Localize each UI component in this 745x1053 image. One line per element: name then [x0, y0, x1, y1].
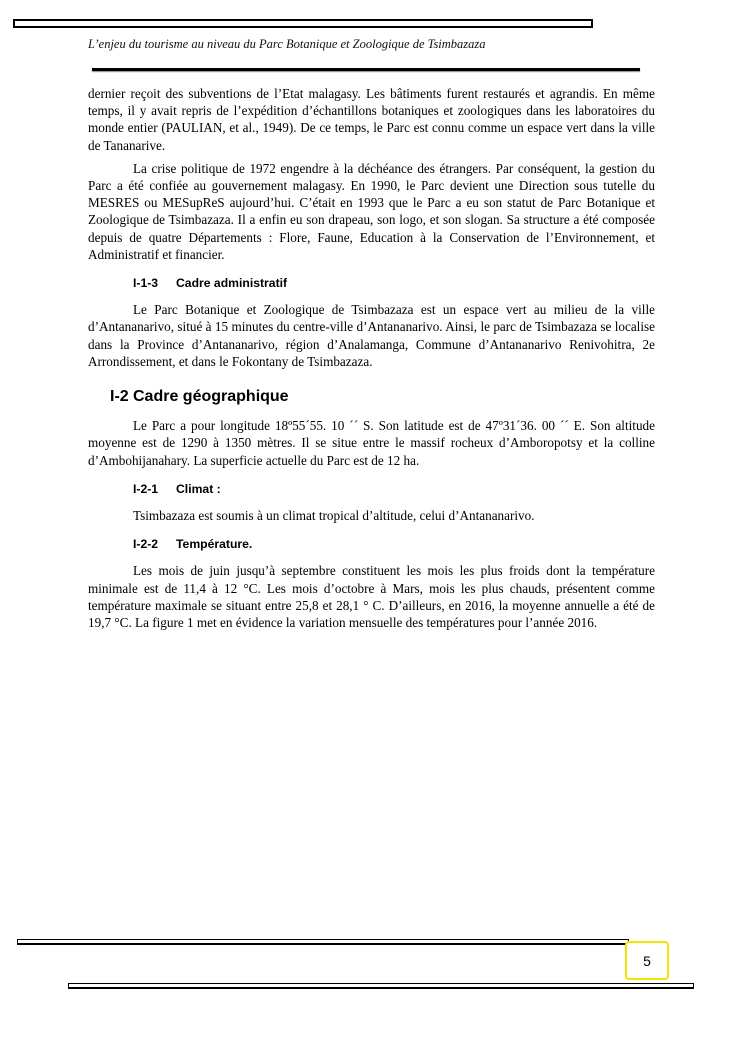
heading-text: Cadre administratif	[176, 276, 288, 291]
footer-rule-upper	[17, 939, 629, 944]
heading-text: Cadre géographique	[133, 388, 289, 406]
heading-number: I-2-1	[133, 481, 159, 496]
header-frame-top	[13, 19, 593, 28]
page-body	[88, 85, 655, 637]
paragraph-history-end: dernier reçoit des subventions de l’Etat malagasy. Les bâtiments furent restaurés et agrandis. En même temps, il y avait repris de l’expédition d’échantillons botaniques et zoologiques dans les laboratoires du monde entier (PAULIAN, et al., 1949). De ce temps, le Parc est connu comme un espace vert dans la ville de Tananarive.	[88, 86, 655, 153]
running-header: L’enjeu du tourisme au niveau du Parc Botanique et Zoologique de Tsimbazaza	[88, 37, 486, 51]
heading-temperature	[133, 536, 655, 553]
paragraph-admin-location: Le Parc Botanique et Zoologique de Tsimbazaza est un espace vert au milieu de la ville d’Antananarivo, situé à 15 minutes du centre-ville d’Antananarivo. Ainsi, le parc de Tsimbazaza se localise dans la Province d’Antananarivo, région d’Analamanga, Commune d’Antananarivo Renivohitra, 2e Arrondissement, et dans le Fokontany de Tsimbazaza.	[88, 302, 655, 369]
page-number-box	[625, 941, 669, 980]
heading-climat	[133, 481, 655, 498]
paragraph-political-crisis: La crise politique de 1972 engendre à la déchéance des étrangers. Par conséquent, la gestion du Parc a été confiée au gouvernement malagasy. En 1990, le Parc devient une Direction sous tutelle du MESRES ou MESupReS aujourd’hui. C’était en 1993 que le Parc a eu son statut de Parc Botanique et Zoologique de Tsimbazaza. Il a enfin eu son drapeau, son logo, et son slogan. Sa structure a été composée depuis de quatre Départements : Flore, Faune, Education à la Conservation de l’Environnement, et Administratif et financier.	[88, 160, 655, 262]
header-rule	[92, 68, 640, 71]
footer-rule-lower	[68, 983, 694, 988]
heading-text: Température.	[176, 537, 253, 552]
heading-cadre-geographique	[110, 388, 655, 405]
heading-text: Climat :	[176, 481, 221, 496]
heading-number: I-1-3	[133, 276, 159, 291]
heading-number: I-2-2	[133, 537, 159, 552]
heading-cadre-administratif	[133, 275, 655, 292]
paragraph-temperature: Les mois de juin jusqu’à septembre constituent les mois les plus froids dont la température minimale est de 11,4 à 12 °C. Les mois d’octobre à Mars, mois les plus chauds, présentent comme température maximale se situant entre 25,8 et 28,1 ° C. D’ailleurs, en 2016, la moyenne annuelle a été de 19,7 °C. La figure 1 met en évidence la variation mensuelle des températures pour l’année 2016.	[88, 563, 655, 631]
paragraph-climate: Tsimbazaza est soumis à un climat tropical d’altitude, celui d’Antananarivo.	[133, 508, 535, 524]
page-number: 5	[643, 952, 651, 969]
paragraph-coordinates: Le Parc a pour longitude 18º55´55. 10 ´´ S. Son latitude est de 47º31´36. 00 ´´ E. Son altitude moyenne est de 1290 à 1350 mètres. Il se situe entre le massif rocheux d’Amboropotsy et la colline d’Ambohijanahary. La superficie actuelle du Parc est de 12 ha.	[88, 418, 655, 468]
heading-number: I-2	[110, 388, 129, 406]
